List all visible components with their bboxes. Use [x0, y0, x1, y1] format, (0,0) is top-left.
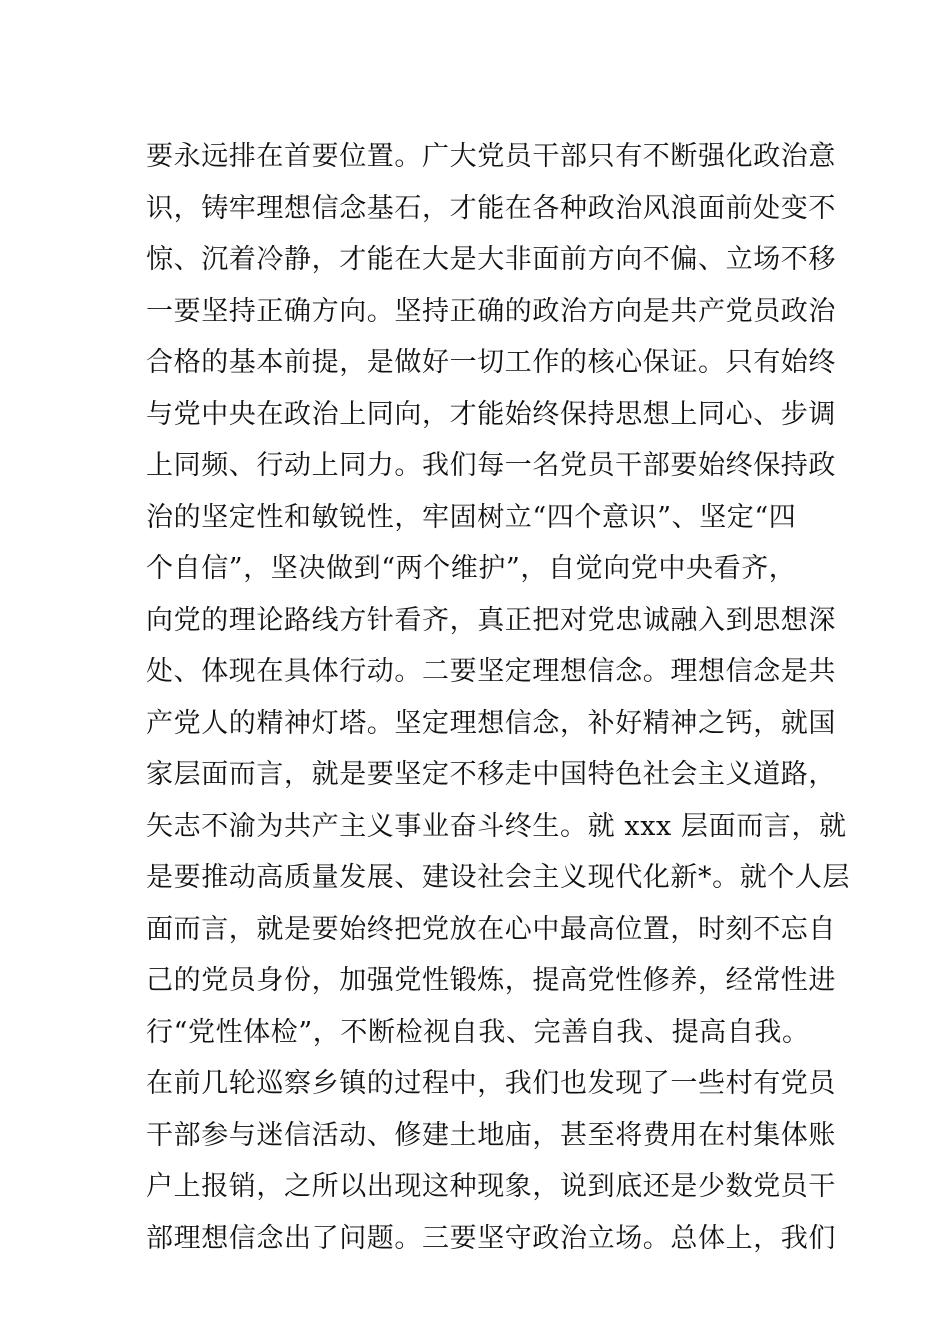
text-line: 惊、沉着冷静，才能在大是大非面前方向不偏、立场不移: [146, 244, 836, 275]
text-line: 是要推动高质量发展、建设社会主义现代化新*。就个人层: [146, 862, 851, 893]
text-line: 一要坚持正确方向。坚持正确的政治方向是共产党员政治: [146, 295, 836, 327]
text-line: 矢志不渝为共产主义事业奋斗终生。就 xxx 层面而言，就: [146, 810, 847, 842]
text-line: 识，铸牢理想信念基石，才能在各种政治风浪面前处变不: [146, 192, 836, 224]
text-line: 产党人的精神灯塔。坚定理想信念，补好精神之钙，就国: [146, 707, 836, 739]
text-line: 要永远排在首要位置。广大党员干部只有不断强化政治意: [146, 141, 836, 172]
text-line: 处、体现在具体行动。二要坚定理想信念。理想信念是共: [146, 656, 836, 687]
text-line: 家层面而言，就是要坚定不移走中国特色社会主义道路，: [146, 759, 836, 790]
text-line: 向党的理论路线方针看齐，真正把对党忠诚融入到思想深: [146, 604, 836, 636]
text-line: 面而言，就是要始终把党放在心中最高位置，时刻不忘自: [146, 913, 836, 945]
text-line: 合格的基本前提，是做好一切工作的核心保证。只有始终: [146, 347, 836, 378]
text-line: 户上报销，之所以出现这种现象，说到底还是少数党员干: [146, 1171, 836, 1202]
text-line: 在前几轮巡察乡镇的过程中，我们也发现了一些村有党员: [146, 1068, 836, 1099]
text-line: 己的党员身份，加强党性锻炼，提高党性修养，经常性进: [146, 965, 836, 996]
text-line: 部理想信念出了问题。三要坚守政治立场。总体上，我们: [146, 1222, 836, 1254]
text-line: 个自信”，坚决做到“两个维护”，自觉向党中央看齐，: [146, 553, 797, 584]
text-line: 与党中央在政治上同向，才能始终保持思想上同心、步调: [146, 398, 836, 430]
text-line: 干部参与迷信活动、修建土地庙，甚至将费用在村集体账: [146, 1119, 836, 1151]
text-line: 行“党性体检”，不断检视自我、完善自我、提高自我。: [146, 1016, 810, 1048]
text-line: 治的坚定性和敏锐性，牢固树立“四个意识”、坚定“四: [146, 501, 797, 533]
text-line: 上同频、行动上同力。我们每一名党员干部要始终保持政: [146, 450, 836, 481]
body-text: [146, 131, 851, 1264]
